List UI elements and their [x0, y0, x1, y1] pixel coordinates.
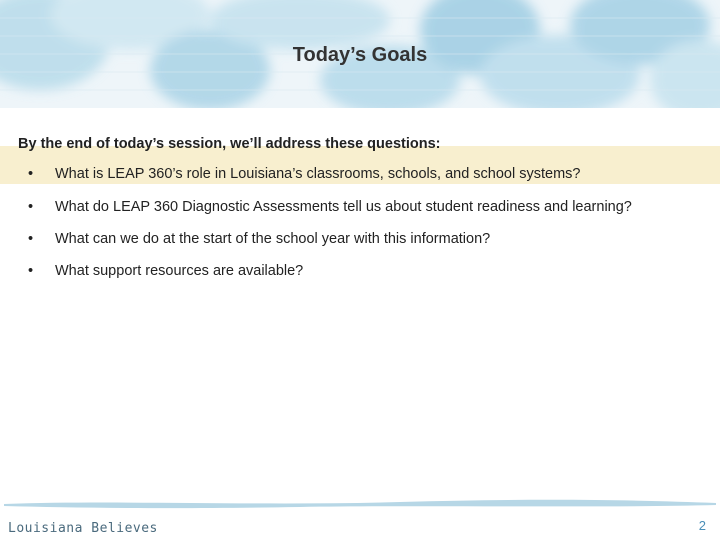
louisiana-believes-logo: Louisiana Believes: [8, 521, 158, 536]
bullet-text: What is LEAP 360’s role in Louisiana’s classrooms, schools, and school systems?: [55, 166, 581, 182]
bullet-text: What can we do at the start of the school year with this information?: [55, 231, 491, 247]
bullet-icon: •: [28, 231, 34, 247]
bullet-text: What do LEAP 360 Diagnostic Assessments tell us about student readiness and learning?: [55, 199, 632, 215]
slide-title: Today’s Goals: [292, 44, 428, 66]
intro-text: By the end of today’s session, we’ll address these questions:: [18, 136, 441, 152]
bullet-icon: •: [28, 199, 34, 215]
bullet-text: What support resources are available?: [55, 263, 304, 279]
footer-brush-stroke: [0, 496, 720, 510]
watercolor-banner: [0, 0, 720, 108]
bullet-icon: •: [28, 166, 34, 182]
bullet-icon: •: [28, 263, 34, 279]
page-number: 2: [698, 518, 706, 533]
